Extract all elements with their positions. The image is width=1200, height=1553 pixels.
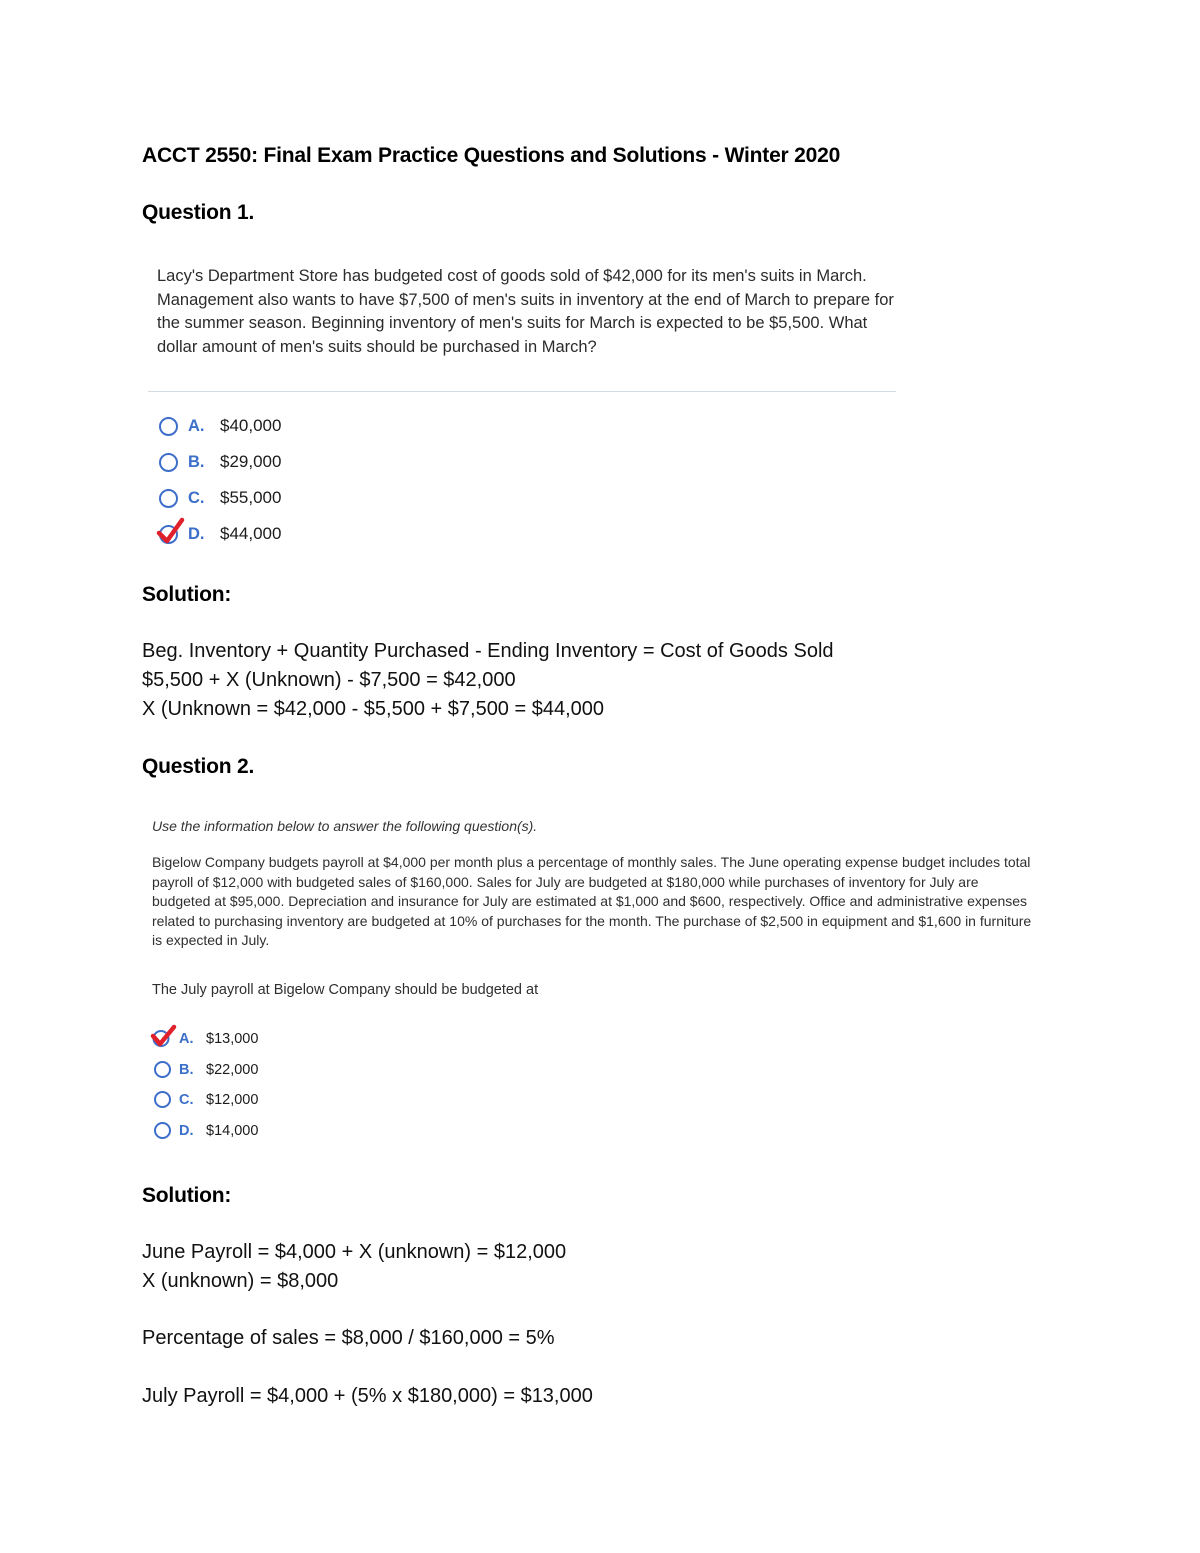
question-2-solution-heading: Solution: <box>142 1184 232 1207</box>
checkmark-icon[interactable] <box>154 1030 171 1047</box>
option-letter: D. <box>179 1122 194 1139</box>
option-letter: A. <box>179 1030 194 1047</box>
checkmark-icon[interactable] <box>159 525 178 544</box>
option-value: $55,000 <box>220 488 282 507</box>
option-value: $22,000 <box>206 1061 259 1078</box>
question-1-option-a[interactable] <box>159 416 281 436</box>
question-1-option-d[interactable] <box>159 524 281 544</box>
radio-icon[interactable] <box>159 417 178 436</box>
radio-icon[interactable] <box>154 1091 171 1108</box>
question-1-solution-heading: Solution: <box>142 583 232 606</box>
question-1-heading: Question 1. <box>142 201 255 224</box>
question-2-prompt: The July payroll at Bigelow Company should be budgeted at <box>152 982 539 998</box>
option-value: $44,000 <box>220 524 282 543</box>
question-2-option-a[interactable] <box>154 1030 258 1047</box>
question-1-divider <box>148 391 896 392</box>
option-value: $14,000 <box>206 1122 259 1139</box>
option-letter: D. <box>188 524 205 543</box>
solution-line: $5,500 + X (Unknown) - $7,500 = $42,000 <box>142 669 516 691</box>
option-letter: B. <box>188 452 205 471</box>
question-1-option-b[interactable] <box>159 452 281 472</box>
solution-line: Percentage of sales = $8,000 / $160,000 = 5% <box>142 1327 555 1349</box>
option-value: $40,000 <box>220 416 282 435</box>
question-1-text: Lacy's Department Store has budgeted cost of goods sold of $42,000 for its men's suits in March. Management also wants to have $7,500 of men's suits in inventory at the end of March to prepare for the summer season. Beginning inventory of men's suits for March is expected to be $5,500. What dollar amount of men's suits should be purchased in March? <box>157 267 894 356</box>
question-2-option-c[interactable] <box>154 1091 258 1108</box>
question-2-intro: Use the information below to answer the following question(s). <box>152 818 538 834</box>
question-2-text: Bigelow Company budgets payroll at $4,000 per month plus a percentage of monthly sales. The June operating expense budget includes total payroll of $12,000 with budgeted sales of $160,000. Sales for July are budgeted at $180,000 while purchases of inventory for July are budgeted at $95,000. Depreciation and insurance for July are estimated at $1,000 and $600, respectively. Office and administrative expenses related to purchasing inventory are budgeted at 10% of purchases for the month. The purchase of $2,500 in equipment and $1,600 in furniture is expected in July. <box>152 854 1032 948</box>
question-2-heading: Question 2. <box>142 755 255 778</box>
option-value: $12,000 <box>206 1091 259 1108</box>
option-letter: B. <box>179 1061 194 1078</box>
radio-icon[interactable] <box>154 1061 171 1078</box>
solution-line: July Payroll = $4,000 + (5% x $180,000) = $13,000 <box>142 1385 593 1407</box>
question-1-option-c[interactable] <box>159 488 281 508</box>
radio-icon[interactable] <box>159 489 178 508</box>
document-title: ACCT 2550: Final Exam Practice Questions and Solutions - Winter 2020 <box>142 144 841 167</box>
option-letter: A. <box>188 416 205 435</box>
option-value: $13,000 <box>206 1030 259 1047</box>
radio-icon[interactable] <box>159 453 178 472</box>
question-2-option-d[interactable] <box>154 1122 258 1139</box>
question-2-option-b[interactable] <box>154 1061 258 1078</box>
option-value: $29,000 <box>220 452 282 471</box>
solution-line: X (unknown) = $8,000 <box>142 1270 339 1292</box>
solution-line: X (Unknown = $42,000 - $5,500 + $7,500 = $44,000 <box>142 698 605 720</box>
option-letter: C. <box>179 1091 194 1108</box>
solution-line: Beg. Inventory + Quantity Purchased - Ending Inventory = Cost of Goods Sold <box>142 640 834 662</box>
option-letter: C. <box>188 488 205 507</box>
solution-line: June Payroll = $4,000 + X (unknown) = $12,000 <box>142 1241 567 1263</box>
radio-icon[interactable] <box>154 1122 171 1139</box>
